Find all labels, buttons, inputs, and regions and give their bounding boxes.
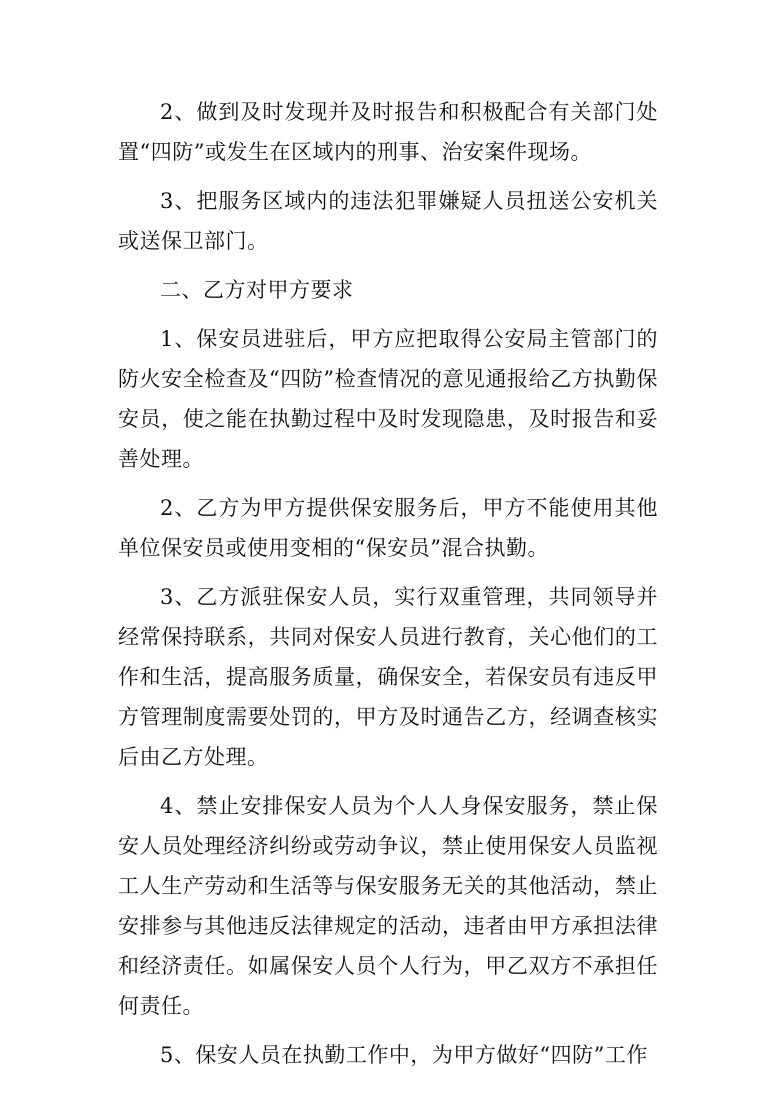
paragraph-escort-suspects: 3、把服务区域内的违法犯罪嫌疑人员扭送公安机关或送保卫部门。 (118, 189, 658, 253)
section-heading-requirements: 二、乙方对甲方要求 (160, 278, 354, 302)
document-body (118, 92, 658, 1084)
paragraph-prohibited-duties: 4、禁止安排保安人员为个人人身保安服务，禁止保安人员处理经济纠纷或劳动争议，禁止使用保安人员监视工人生产劳动和生活等与保安服务无关的其他活动，禁止安排参与其他违反法律规定的活动，违者由甲方承担法律和经济责任。如属保安人员个人行为，甲乙双方不承担任何责任。 (118, 794, 658, 1018)
paragraph-fire-safety-report: 1、保安员进驻后，甲方应把取得公安局主管部门的防火安全检查及“四防”检查情况的意见通报给乙方执勤保安员，使之能在执勤过程中及时发现隐患，及时报告和妥善处理。 (118, 327, 658, 471)
paragraph-report-cases: 2、做到及时发现并及时报告和积极配合有关部门处置“四防”或发生在区域内的刑事、治安案件现场。 (118, 100, 658, 164)
paragraph-four-defenses: 5、保安人员在执勤工作中，为甲方做好“四防”工作 (160, 1043, 648, 1067)
paragraph-dual-management: 3、乙方派驻保安人员，实行双重管理，共同领导并经常保持联系，共同对保安人员进行教育，关心他们的工作和生活，提高服务质量，确保安全，若保安员有违反甲方管理制度需要处罚的，甲方及时通告乙方，经调查核实后由乙方处理。 (118, 585, 658, 769)
paragraph-no-mixed-guards: 2、乙方为甲方提供保安服务后，甲方不能使用其他单位保安员或使用变相的“保安员”混合执勤。 (118, 496, 658, 560)
